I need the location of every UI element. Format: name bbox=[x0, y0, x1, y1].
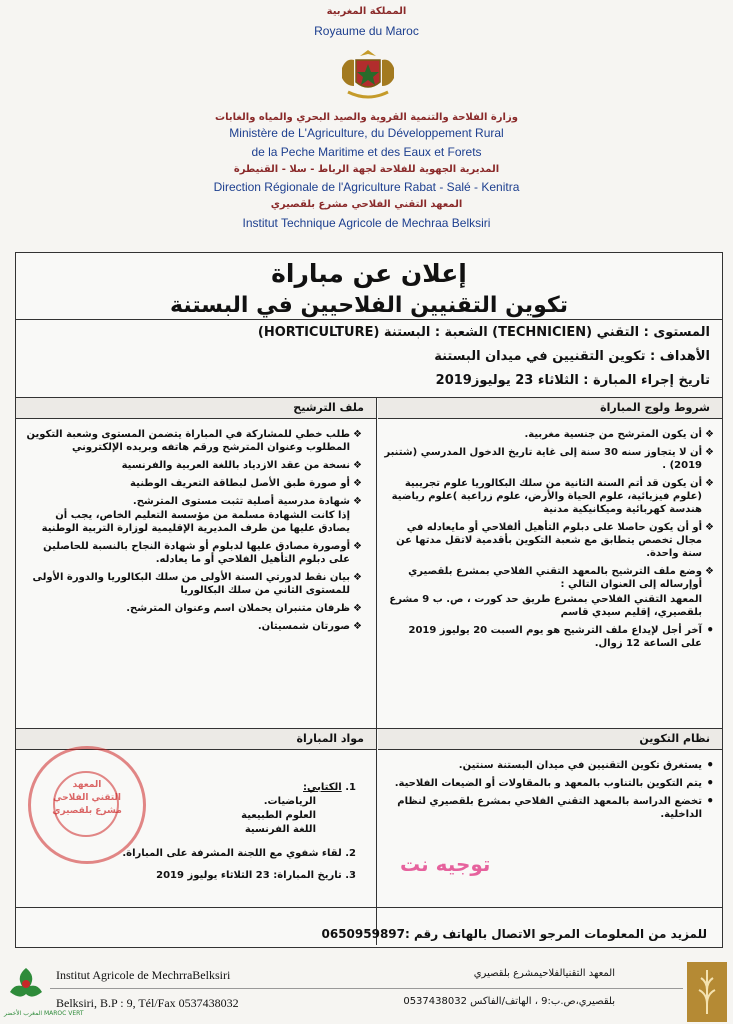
maroc-vert-label: المغرب الأخضر MAROC VERT bbox=[4, 1010, 84, 1017]
list-item: ❖ ظرفان متنبران يحملان اسم وعنوان المترشح. bbox=[26, 602, 350, 615]
list-item: • يتم التكوين بالتناوب بالمعهد و بالمقاولات أو الضيعات الفلاحية. bbox=[384, 777, 702, 790]
exam-date-line: تاريخ إجراء المبارة : الثلاثاء 23 يوليوز2019 bbox=[435, 373, 710, 388]
list-item: ❖ شهادة مدرسية أصلية تثبت مستوى المترشح. bbox=[26, 495, 350, 508]
list-item: ❖ أن يكون قد أتم السنة الثانية من سلك البكالوريا علوم تجريبية (علوم فيزيائية، علوم الحياة والأرض، علوم زراعية )علوم رياضية هندسة كهربائية وميكانيكية مدنية bbox=[384, 477, 702, 516]
list-item: • تخضع الدراسة بالمعهد التقني الفلاحي بمشرع بلقصيري لنظام الداخلية. bbox=[384, 795, 702, 821]
list-item: الرياضيات. bbox=[263, 796, 316, 807]
conditions-heading: شروط ولوج المباراة bbox=[378, 398, 722, 419]
footer-institute-fr: Institut Agricole de MechrraBelksiri bbox=[56, 968, 231, 982]
kingdom-ar: المملكة المغربية bbox=[326, 6, 407, 17]
watermark-text: توجيه نت bbox=[400, 852, 491, 876]
list-item: • آخر أجل لإيداع ملف الترشيح هو يوم السبت 20 يوليوز 2019 على الساعة 12 زوال. bbox=[384, 624, 702, 650]
subjects-date: تاريخ المباراة: 23 الثلاثاء يوليوز 2019 bbox=[156, 870, 342, 881]
list-item: ❖ بيان نقط لدورتي السنة الأولى من سلك البكالوريا والدورة الأولى للمستوى الثاني من سلك البكالوريا bbox=[26, 571, 350, 597]
stamp-inner-line: مشرع بلقصيري bbox=[52, 806, 122, 816]
level-line: المستوى : التقني (TECHNICIEN) الشعبة : البستنة (HORTICULTURE) bbox=[257, 325, 710, 340]
list-item: ❖ نسخة من عقد الازدياد باللغة العربية والفرنسية bbox=[26, 459, 350, 472]
list-item: إذا كانت الشهادة مسلمة من مؤسسة التعليم الخاص، يجب أن يصادق عليها من طرف المديرية الإقليمية لوزارة التربية الوطنية bbox=[41, 510, 350, 534]
footer-address-fr: Belksiri, B.P : 9, Tél/Fax 0537438032 bbox=[56, 996, 239, 1010]
file-heading: ملف الترشيح bbox=[16, 398, 376, 419]
conditions-list bbox=[380, 428, 720, 655]
list-item: العلوم الطبيعية bbox=[241, 810, 316, 821]
column-divider bbox=[376, 398, 377, 945]
announcement-title: إعلان عن مباراة bbox=[271, 259, 467, 288]
stamp-inner-line: المعهد bbox=[72, 780, 102, 790]
list-item: ❖ طلب خطي للمشاركة في المباراة يتضمن المستوى وشعبة التكوين المطلوب وعنوان المترشح ورقم هاتفه وبريده الإلكتروني bbox=[26, 428, 350, 454]
ministry-fr-line1: Ministère de L'Agriculture, du Développement Rural bbox=[229, 126, 504, 140]
oral-item: لقاء شفوي مع اللجنة المشرفة على المباراة. bbox=[122, 848, 342, 859]
footer-address-ar: بلقصيري،ص.ب:9 ، الهاتف/الفاكس 0537438032 bbox=[403, 996, 615, 1007]
list-item: ❖ أن لا يتجاوز سنه 30 سنة إلى غاية تاريخ الدخول المدرسي (شتنبر 2019) . bbox=[384, 446, 702, 472]
announcement-subtitle: تكوين التقنيين الفلاحيين في البستنة bbox=[170, 293, 568, 318]
written-label: الكتابي: bbox=[303, 782, 342, 793]
kingdom-fr: Royaume du Maroc bbox=[314, 24, 419, 38]
list-item: ❖ أو صورة طبق الأصل لبطاقة التعريف الوطنية bbox=[26, 477, 350, 490]
list-item: ❖ أو أن يكون حاصلا على دبلوم التأهيل ألفلاحي أو مايعادله في مجال تخصص يتطابق مع شعبة التكوين بأقدمية لاتقل مدتها عن سنة واحدة. bbox=[384, 521, 702, 560]
stamp-inner-line: التقني الفلاحي bbox=[53, 793, 121, 803]
ministry-ar: وزارة الفلاحة والتنمية القروية والصيد البحري والمياه والغابات bbox=[215, 112, 518, 123]
institute-ar: المعهد التقني الفلاحي مشرع بلقصيري bbox=[270, 199, 463, 210]
ministry-fr-line2: de la Peche Maritime et des Eaux et Forets bbox=[251, 145, 482, 159]
official-stamp bbox=[28, 746, 146, 864]
direction-ar: المديرية الجهوية للفلاحة لجهة الرباط - سلا - القنيطرة bbox=[233, 164, 500, 175]
coat-of-arms-icon bbox=[338, 46, 398, 102]
institute-logo-icon bbox=[687, 962, 727, 1022]
subjects-list bbox=[116, 781, 356, 883]
item-number: 2. bbox=[345, 848, 356, 859]
training-list bbox=[380, 759, 720, 826]
divider bbox=[16, 907, 722, 908]
training-heading: نظام التكوين bbox=[378, 729, 722, 750]
item-number: 1. bbox=[345, 782, 356, 793]
contact-phone: للمزيد من المعلومات المرجو الاتصال بالهاتف رقم :0650959897 bbox=[321, 927, 707, 941]
direction-fr: Direction Régionale de l'Agriculture Rabat - Salé - Kenitra bbox=[213, 180, 520, 194]
footer-divider bbox=[50, 988, 683, 989]
footer-institute-ar: المعهد التقنيالفلاحيمشرع بلقصيري bbox=[473, 968, 615, 979]
institute-fr: Institut Technique Agricole de Mechraa Belksiri bbox=[242, 216, 491, 230]
list-item: اللغة الفرنسية bbox=[244, 824, 316, 835]
list-item: المعهد التقني الفلاحي بمشرع طريق حد كورت ، ص. ب 9 مشرع بلقصيري، إقليم سيدي قاسم bbox=[389, 594, 702, 618]
list-item: • يستغرق تكوين التقنيين في ميدان البستنة سنتين. bbox=[384, 759, 702, 772]
divider bbox=[16, 319, 722, 320]
file-list bbox=[22, 428, 368, 638]
item-number: 3. bbox=[345, 870, 356, 881]
list-item: ❖ صورتان شمسيتان. bbox=[26, 620, 350, 633]
list-item: ❖ أن يكون المترشح من جنسية مغربية. bbox=[384, 428, 702, 441]
list-item: ❖ أوصورة مصادق عليها لدبلوم أو شهادة النجاح بالنسبة للحاصلين على دبلوم التأهيل الفلاحي أو ما يعادله. bbox=[26, 540, 350, 566]
footer bbox=[0, 960, 733, 1024]
list-item: ❖ وضع ملف الترشيح بالمعهد التقني الفلاحي بمشرع بلقصيري أوإرساله إلى العنوان التالي : bbox=[384, 565, 702, 591]
objectives-line: الأهداف : تكوين التقنيين في ميدان البستنة bbox=[434, 349, 710, 364]
subjects-heading: مواد المباراة bbox=[16, 729, 376, 750]
